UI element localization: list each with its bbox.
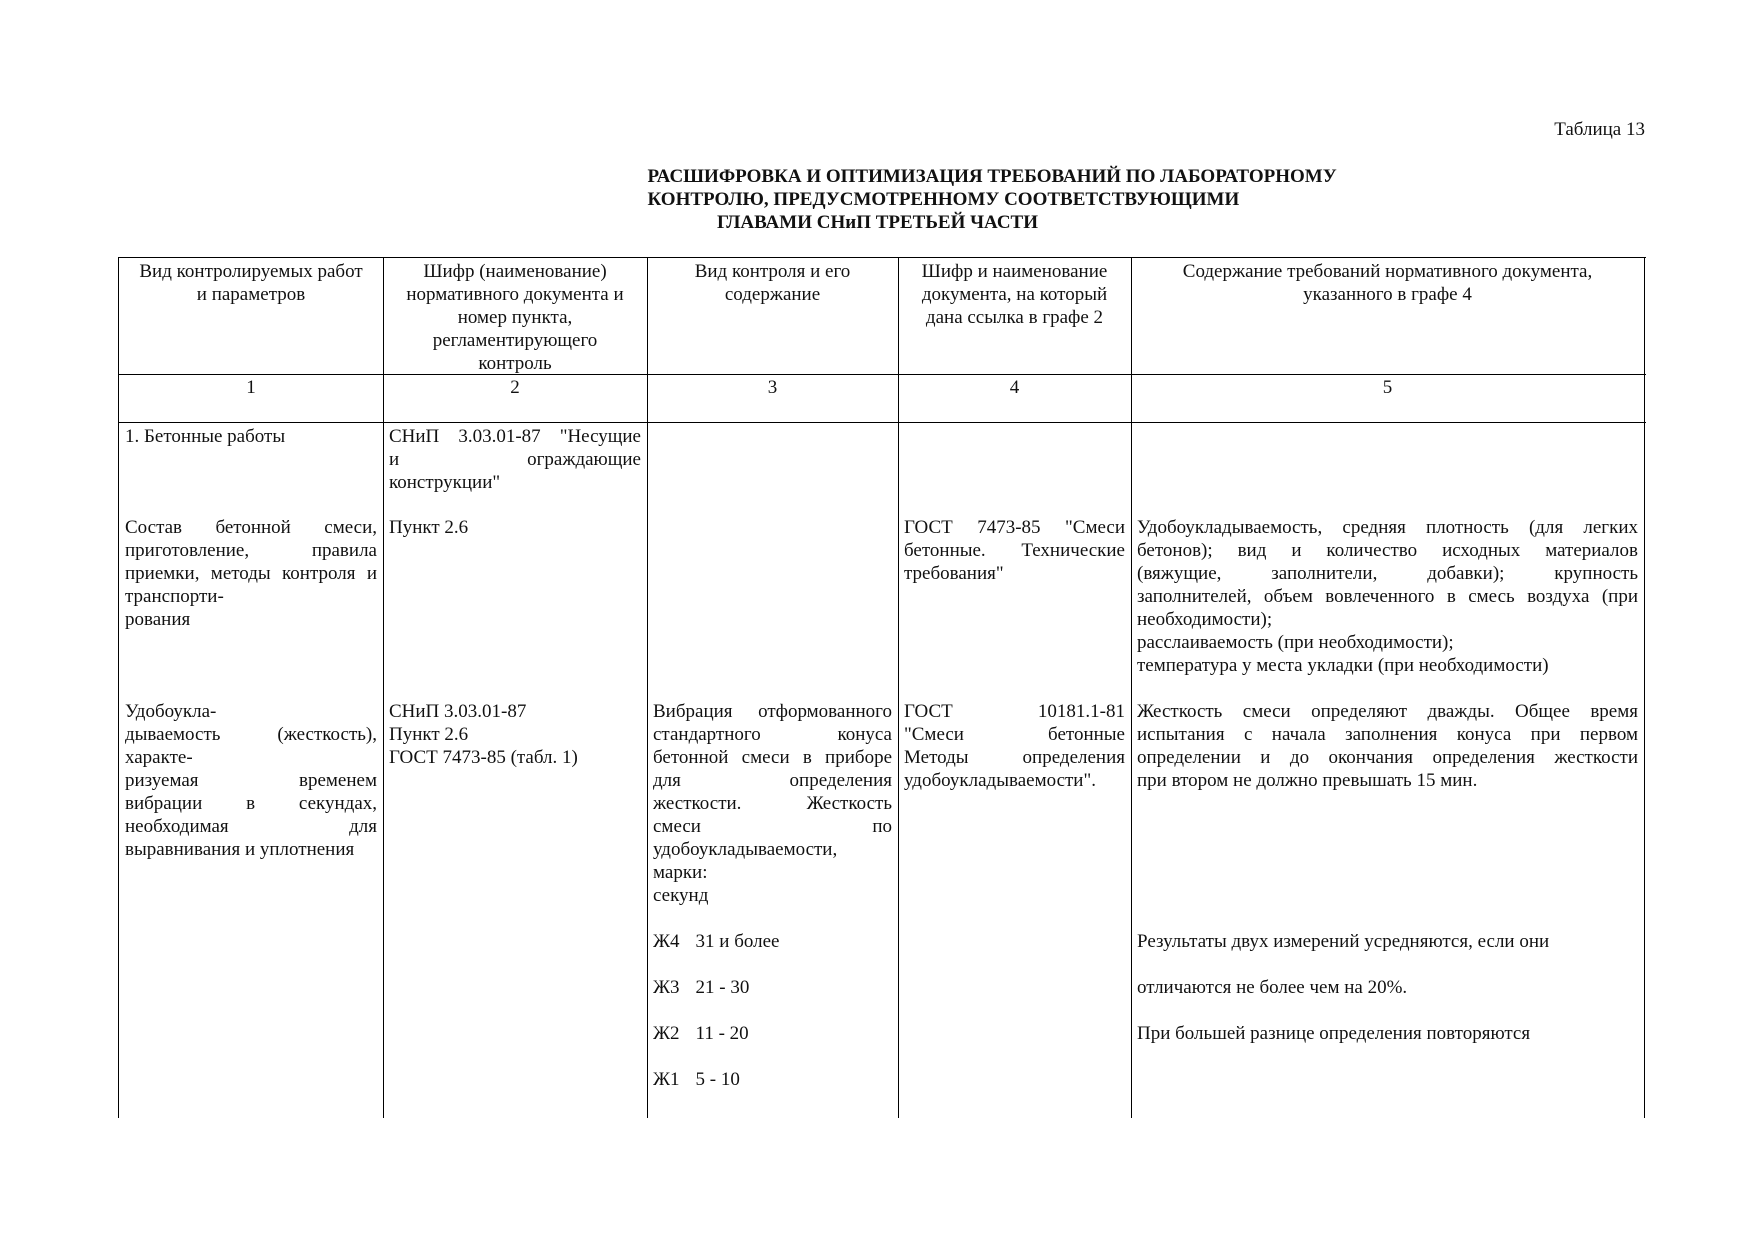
row-divider: [119, 422, 1646, 423]
snip-reference: СНиП 3.03.01-87 "Несущие и ограждающие конструкции": [389, 426, 641, 493]
header-col-3: Вид контроля и его содержание: [694, 261, 851, 305]
vibration-control-text: Вибрация отформованного стандартного конуса бетонной смеси в приборе для определения жесткости. Жесткость смеси по удобоукладываемости, марки: секунд: [653, 701, 892, 906]
column-number-4: 4: [1009, 377, 1020, 398]
mix-requirements-text: Удобоукладываемость, средняя плотность (для легких бетонов); вид и количество исходных материалов (вяжущие, заполнители, добавки); крупность заполнителей, объем вовлеченного в смесь воздуха (при необходимости); расслаиваемость (при необходимости); температура у места укладки (при необходимости): [1137, 517, 1638, 676]
stiffness-mark-zh1: Ж1 5 - 10: [653, 1069, 740, 1090]
clause-reference: Пункт 2.6: [389, 517, 469, 538]
table-caption: Таблица 13: [1554, 119, 1645, 140]
workability-norm-reference: СНиП 3.03.01-87 Пункт 2.6 ГОСТ 7473-85 (табл. 1): [389, 701, 578, 768]
column-divider: [1644, 258, 1645, 1118]
header-col-2: Шифр (наименование) нормативного документа и номер пункта, регламентирующего контроль: [406, 261, 624, 374]
mix-composition-param: Состав бетонной смеси, приготовление, правила приемки, методы контроля и транспорти- рования: [125, 517, 377, 630]
column-number-3: 3: [767, 377, 778, 398]
work-type-concrete: 1. Бетонные работы: [125, 426, 286, 447]
header-col-4: Шифр и наименование документа, на который дана ссылка в графе 2: [921, 261, 1108, 328]
repeat-note: При большей разнице определения повторяются: [1137, 1023, 1531, 1044]
gost-10181-reference: ГОСТ 10181.1-81 "Смеси бетонные Методы определения удобоукладываемости".: [904, 701, 1125, 791]
stiffness-mark-zh2: Ж2 11 - 20: [653, 1023, 749, 1044]
stiffness-mark-zh3: Ж3 21 - 30: [653, 977, 750, 998]
stiffness-mark-zh4: Ж4 31 и более: [653, 931, 780, 952]
row-divider: [119, 374, 1646, 375]
gost-7473-reference: ГОСТ 7473-85 "Смеси бетонные. Технические требования": [904, 517, 1125, 584]
column-number-2: 2: [510, 377, 520, 398]
header-col-5: Содержание требований нормативного документа, указанного в графе 4: [1182, 261, 1593, 305]
difference-note: отличаются не более чем на 20%.: [1137, 977, 1408, 998]
stiffness-requirements-text: Жесткость смеси определяют дважды. Общее время испытания с начала заполнения конуса при первом определении и до окончания определения жесткости при втором не должно превышать 15 мин.: [1137, 701, 1638, 791]
requirements-table: [118, 257, 1646, 1118]
column-number-5: 5: [1382, 377, 1393, 398]
column-number-1: 1: [246, 377, 256, 398]
averaging-note: Результаты двух измерений усредняются, если они: [1137, 931, 1550, 952]
document-title: РАСШИФРОВКА И ОПТИМИЗАЦИЯ ТРЕБОВАНИЙ ПО ЛАБОРАТОРНОМУ КОНТРОЛЮ, ПРЕДУСМОТРЕННОМУ СООТВЕТСТВУЮЩИМИ ГЛАВАМИ СНиП ТРЕТЬЕЙ ЧАСТИ: [647, 166, 1337, 233]
header-col-1: Вид контролируемых работ и параметров: [139, 261, 363, 305]
workability-param: Удобоукла- дываемость (жесткость), характе- ризуемая временем вибрации в секундах, необходимая для выравнивания и уплотнения: [125, 701, 377, 860]
